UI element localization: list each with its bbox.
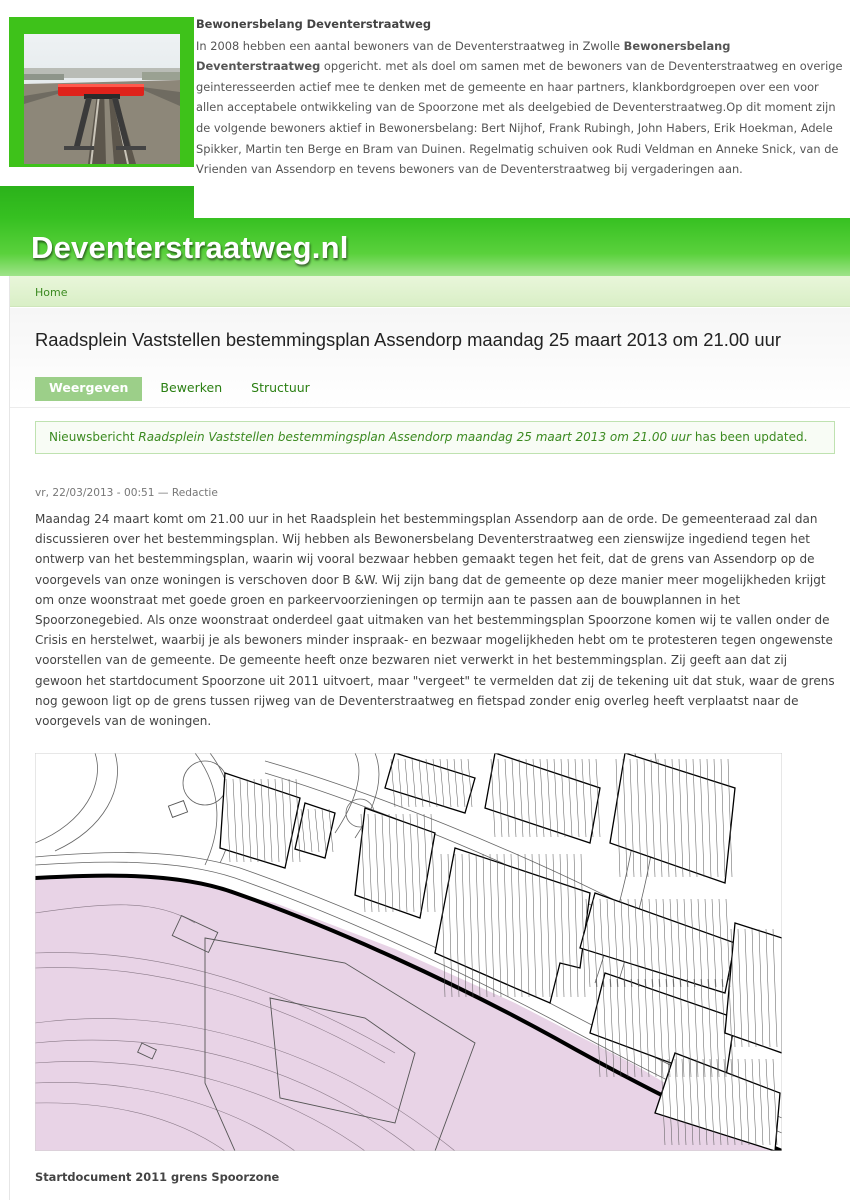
status-title: Raadsplein Vaststellen bestemmingsplan Assendorp maandag 25 maart 2013 om 21.00 uur	[138, 430, 692, 444]
building-block	[220, 773, 300, 868]
intro-paragraph-bold: Bewonersbelang Deventerstraatweg	[196, 38, 731, 74]
site-header	[0, 186, 850, 276]
zoning-map-image	[35, 753, 782, 1151]
breadcrumb	[10, 276, 850, 307]
intro-paragraph-start: In 2008 hebben een aantal bewoners van de Deventerstraatweg in Zwolle	[196, 38, 624, 53]
building-block	[355, 808, 435, 918]
site-name[interactable]: Deventerstraatweg.nl	[31, 230, 349, 265]
tab-weergeven[interactable]: Weergeven	[35, 377, 142, 401]
intro-paragraph	[196, 36, 848, 180]
map-caption: Startdocument 2011 grens Spoorzone	[35, 1170, 280, 1184]
intro-text	[196, 14, 848, 212]
parcel-line	[431, 814, 435, 912]
header-notch	[194, 186, 850, 218]
tab-bewerken[interactable]: Bewerken	[160, 380, 223, 395]
status-prefix: Nieuwsbericht	[49, 430, 139, 444]
status-message	[35, 421, 835, 454]
intro-heading: Bewonersbelang Deventerstraatweg	[196, 17, 431, 31]
intro-paragraph-rest: opgericht. met als doel om samen met de bewoners van de Deventerstraatweg en overige geinteresseerden actief mee te denken met de gemeente en haar partners, klankbordgroepen over een voor allen acceptabele ontwikkeling van de Spoorzone met als deelgebied de Deventerstraatweg.Op dit moment zijn de volgende bewoners aktief in Bewonersbelang: Bert Nijhof, Frank Rubingh, John Habers, Erik Hoekman, Adele Spikker, Martin ten Berge en Bram van Duinen. Regelmatig schuiven ook Rudi Veldman en Anneke Snick, van de Vrienden van Assendorp en tevens bewoners van de Deventerstraatweg bij vergaderingen aan.	[196, 59, 843, 177]
page-content	[9, 276, 849, 1200]
title-area	[10, 308, 850, 408]
building-block	[485, 753, 600, 843]
railway-buffer-photo	[24, 34, 180, 164]
page-title: Raadsplein Vaststellen bestemmingsplan Assendorp maandag 25 maart 2013 om 21.00 uur	[35, 329, 781, 350]
status-suffix: has been updated.	[691, 430, 808, 444]
article-body: Maandag 24 maart komt om 21.00 uur in het Raadsplein het bestemmingsplan Assendorp aan de orde. De gemeenteraad zal dan discussieren over het bestemmingsplan. Wij hebben als Bewonersbelang Deventerstraatweg een zienswijze ingediend tegen het ontwerp van het bestemmingsplan, waarin wij vooral bezwaar hebben gemaakt tegen het feit, dat de grens van Assendorp op de voorgevels van onze woningen is verschoven door B &W. Wij zijn bang dat de gemeente op deze manier meer mogelijkheden krijgt om onze woonstraat met goede groen en parkeervoorzieningen op termijn aan te passen aan de bouwplannen in het Spoorzonegebied. Als onze woonstraat onderdeel gaat uitmaken van het bestemmingsplan Spoorzone komen wij te vallen onder de Crisis en herstelwet, waarbij je als bewoners minder inspraak- en bezwaar mogelijkheden hebt om te protesteren tegen ongewenste voorstellen van de gemeente. De gemeente heeft onze bezwaren niet verwerkt in het bestemmingsplan. Zij geeft aan dat zij gewoon het startdocument Spoorzone uit 2011 uitvoert, maar "vergeet" te vermelden dat zij de tekening uit dat stuk, waar de grens nog gewoon ligt op de grens tussen rijweg van de Deventerstraatweg en fietspad zonder enig overleg heeft verplaatst naar de voorgevels van de woningen.	[35, 512, 835, 729]
tab-structuur[interactable]: Structuur	[251, 380, 310, 395]
tabs	[35, 377, 339, 401]
post-meta: vr, 22/03/2013 - 00:51 — Redactie	[35, 487, 218, 499]
breadcrumb-home-link[interactable]: Home	[35, 286, 68, 299]
